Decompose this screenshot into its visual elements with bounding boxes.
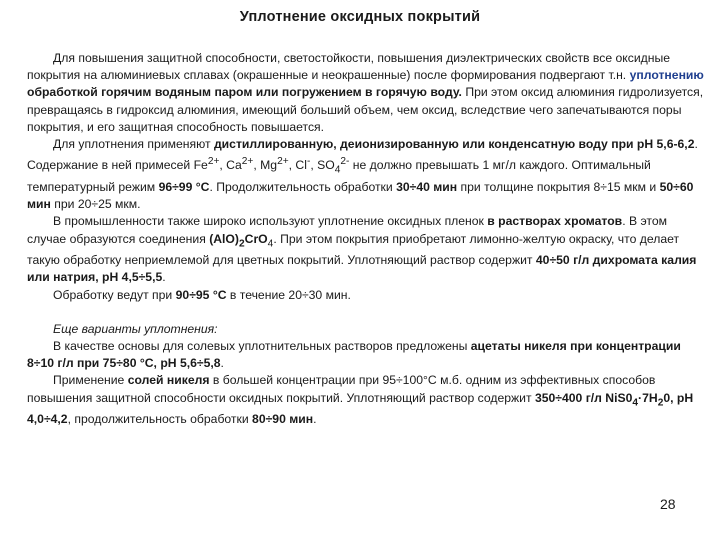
superscript: 2+: [277, 156, 289, 168]
text-run: не должно превышать 1 мг/л каждого. Оптимальный температурный режим: [27, 158, 651, 194]
bold-run: 30÷40 мин: [396, 179, 458, 194]
text-run: , Cl: [288, 158, 307, 173]
text-run: . Содержание в ней примесей Fe: [27, 137, 698, 173]
subscript: 4: [632, 397, 639, 409]
text-run: Для повышения защитной способности, светостойкости, повышения диэлектрических свойств все оксидные покрытия на алюминиевых сплавах (окрашенные и неокрашенные) после формирования подвергают т.н.: [27, 51, 671, 83]
text-run: Для уплотнения применяют: [53, 137, 214, 152]
highlight-term: уплотнению: [629, 68, 704, 83]
text-run: , Ca: [219, 158, 242, 173]
paragraph-6: [27, 338, 705, 372]
text-run: , SO: [310, 158, 335, 173]
text-run: .: [313, 412, 317, 427]
body-text: [27, 50, 705, 428]
text-run: в течение 20÷30 мин.: [226, 287, 351, 302]
text-run: . При этом покрытия приобретают лимонно-желтую окраску, что делает такую обработку неприемлемой для цветных покрытий. Уплотняющий раствор содержит: [27, 231, 680, 268]
paragraph-5: [27, 321, 705, 338]
bold-run: (AlO): [209, 231, 239, 246]
paragraph-7: [27, 372, 705, 428]
bold-run: 80÷90 мин: [252, 412, 314, 427]
bold-run: дистиллированную, деионизированную или конденсатную воду при рН 5,6-6,2: [213, 137, 695, 152]
bold-run: солей никеля: [127, 373, 210, 388]
superscript: 2+: [241, 156, 254, 168]
paragraph-4: [27, 287, 705, 304]
text-run: Обработку ведут при: [53, 287, 176, 302]
text-run: . В этом случае образуются соединения: [27, 214, 668, 246]
bold-run: 50÷60 мин: [27, 179, 694, 212]
text-run: .: [220, 356, 224, 371]
text-run: При этом оксид алюминия гидролизуется, превращаясь в гидроксид алюминия, имеющий больший объем, чем оксид, вследствие чего запечатываются поры покрытия, и его защитная способность повышается.: [27, 85, 704, 134]
text-run: . Продолжительность обработки: [209, 179, 397, 194]
text-run: при толщине покрытия 8÷15 мкм и: [457, 179, 660, 194]
subscript: 2: [657, 397, 664, 409]
superscript: 2+: [207, 156, 220, 168]
bold-run: 40÷50 г/л дихромата калия или натрия, рН 4,5÷5,5: [27, 253, 697, 285]
page-title: Уплотнение оксидных покрытий: [239, 9, 481, 25]
text-run: при 20÷25 мкм.: [50, 197, 141, 212]
bold-run: CrO: [244, 231, 268, 246]
subscript: 4: [334, 164, 341, 176]
italic-heading: Еще варианты уплотнения:: [53, 321, 218, 336]
subscript: 4: [267, 237, 274, 249]
text-run: в большей концентрации при 95÷100°С м.б. одним из эффективных способов повышения защитной способности оксидных покрытий. Уплотняющий раствор содержит: [27, 373, 656, 405]
bold-run: 350÷400 г/л NiS0: [534, 390, 633, 405]
text-run: В качестве основы для солевых уплотнительных растворов предложены: [53, 338, 471, 353]
bold-run: ацетаты никеля при концентрации 8÷10 г/л при 75÷80 °С, рН 5,6÷5,8: [27, 338, 681, 371]
bold-run: ·7Н: [638, 390, 658, 405]
page-number: 28: [660, 496, 676, 512]
text-run: , Mg: [253, 158, 278, 173]
superscript: 2-: [340, 156, 350, 168]
bold-run: 96÷99 °С: [158, 179, 210, 194]
text-run: .: [162, 270, 166, 285]
paragraph-3: [27, 213, 705, 286]
bold-run: обработкой горячим водяным паром или погружением в горячую воду.: [27, 85, 462, 100]
superscript: -: [306, 156, 311, 168]
bold-run: 0, рН 4,0÷4,2: [27, 390, 694, 427]
bold-run: 90÷95 °С: [175, 287, 227, 302]
text-run: Применение: [53, 373, 128, 388]
paragraph-2: [27, 136, 705, 213]
spacer: [27, 304, 705, 321]
subscript: 2: [238, 237, 245, 249]
text-run: В промышленности также широко используют уплотнение оксидных пленок: [53, 214, 488, 229]
paragraph-1: [27, 50, 705, 136]
text-run: , продолжительность обработки: [67, 412, 253, 427]
bold-run: в растворах хроматов: [487, 214, 623, 229]
